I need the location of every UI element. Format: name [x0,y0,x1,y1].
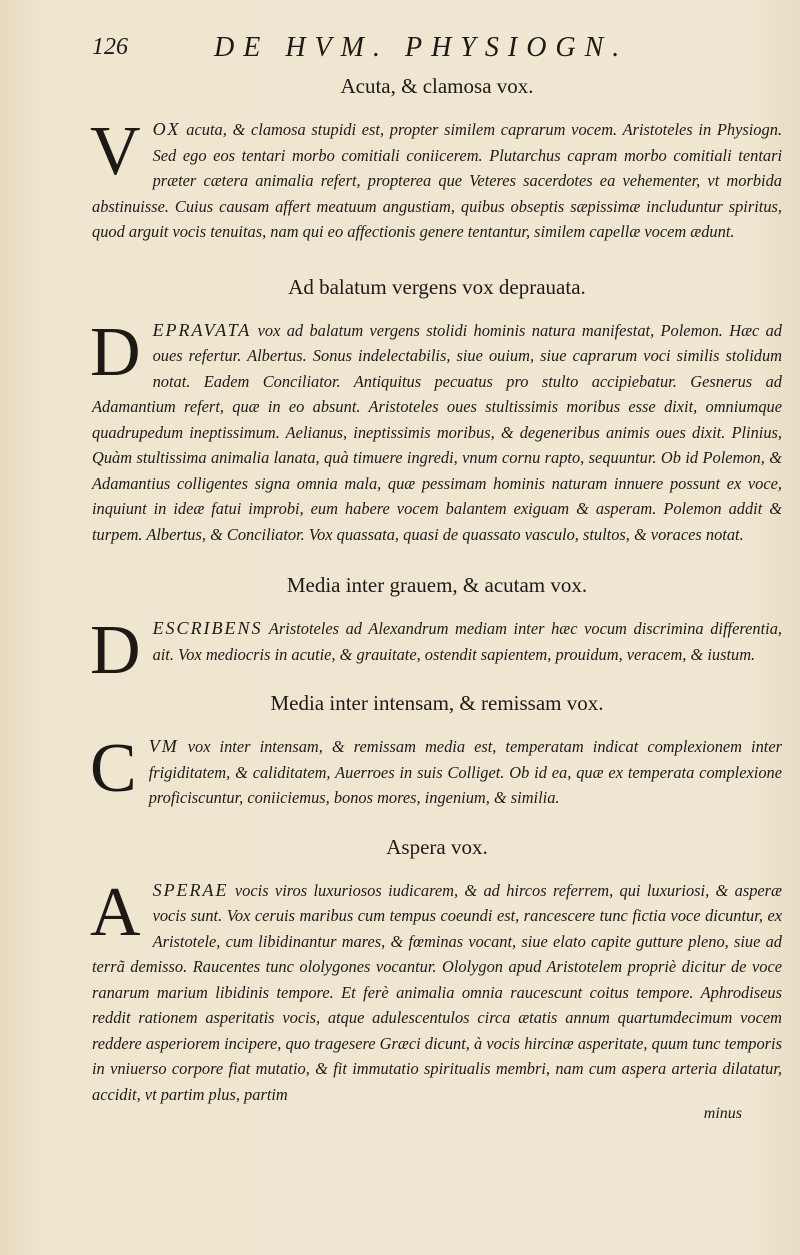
section-body [90,730,783,811]
section-heading: Media inter intensam, & remissam vox. [270,691,604,715]
section-balatum-vox [92,275,782,548]
lead-word: ESCRIBENS [152,618,263,638]
section-media-grauem-acutam [90,573,783,689]
drop-cap: V [90,113,141,190]
paragraph-text: vocis viros luxuriosos iudicarem, & ad hircos referrem, qui luxuriosi, & asperæ vocis sunt. Vox ceruis maribus cum tempus coeundi est, rancescere tunc fictia voce dicuntur, ex Aristotele, cum libidinantur mares, & fœminas vocant, siue elato capite gutture pleno, siue ad terrã demisso. Raucentes tunc ololygones vocantur. Ololygon apud Aristotelem propriè dicitur de voce ranarum marium libidinis tempore. Et ferè animalia omnia raucescunt coitus tempore. Aphrodiseus reddit rationem asperitatis vocis, atque adulescentulos circa ætatis annum quartumdecimum vocem reddere asperiorem incipere, quo tragesere Græci dicunt, à vocis hircinæ asperitate, quum tunc temporis in vniuerso corpore fiat mutatio, & fit immutatio spiritualis membri, nam cum aspera arteria dilatatur, accidit, vt partim plus, partim [92,880,782,1104]
drop-cap: A [90,873,141,951]
section-body [90,113,782,245]
section-heading: Media inter grauem, & acutam vox. [286,573,588,597]
section-aspera-vox [92,835,782,1108]
running-head [92,26,782,66]
drop-cap: C [90,730,137,807]
section-heading: Aspera vox. [386,834,488,859]
section-acuta-vox [92,74,782,245]
section-heading: Ad balatum vergens vox deprauata. [288,274,586,299]
lead-word: VM [148,736,179,756]
catchword: minus [703,1105,742,1122]
section-media-intensam-remissam [92,691,782,811]
paragraph-text: acuta, & clamosa stupidi est, propter similem caprarum vocem. Aristoteles in Physiogn. Sed ego eos tentari morbo comitiali coniicerem. Plutarchus capram morbo comitiali tentari præter cætera animalia refert, propterea que Veteres sacerdotes ea vehementer, vt morbida abstinuisse. Cuius causam affert meatuum angustiam, quibus obseptis sæpissimæ includuntur spiritus, quod arguit vocis tenuitas, nam qui eo affectionis genere tentantur, similem capellæ vocem ædunt. [92,120,782,241]
section-heading: Acuta, & clamosa vox. [340,74,534,98]
lead-word: EPRAVATA [152,319,252,340]
drop-cap: D [90,612,141,689]
paragraph-text: vox inter intensam, & remissam media est, temperatam indicat complexionem inter frigiditatem, & caliditatem, Auerroes in suis Colliget. Ob id ea, quæ ex temperata complexione proficiscuntur, coniiciemus, bonos mores, ingenium, & similia. [148,737,783,807]
section-body [90,313,782,548]
lead-word: OX [152,119,181,139]
paragraph-text: Aristoteles ad Alexandrum mediam inter hæc vocum discrimina differentia, ait. Vox mediocris in acutie, & grauitate, ostendit sapientem, prouidum, veracem, & iustum. [152,619,783,664]
section-body [90,612,783,689]
page-number: 126 [92,34,128,60]
drop-cap: D [90,313,141,391]
running-title: DE HVM. PHYSIOGN. [214,32,629,63]
lead-word: SPERAE [152,879,229,900]
paragraph-text: vox ad balatum vergens stolidi hominis natura manifestat, Polemon. Hæc ad oues refertur. Albertus. Sonus indelectabilis, siue ouium, siue caprarum voci similis stolidum notat. Eadem Conciliator. Antiquitus pecuatus pro stulto accipiebatur. Gesnerus ad Adamantium refert, quæ in eo absunt. Aristoteles oues stultissimis moribus esse dixit, omniumque quadrupedum ineptissimum. Aelianus, ineptissimis moribus, & degeneribus animis oues dixit. Plinius, Quàm stultissima animalia lanata, quà timuere ingredi, vnum cornu rapto, sequuntur. Ob id Polemon, & Adamantius colligentes signa omnia mala, quæ pessimam hominis naturam innuere possunt ex voce, inquiunt in ideæ fatui improbi, eum habere vocem balantem exiguam & asperam. Polemon addit & turpem. Albertus, & Conciliator. Vox quassata, quasi de quassato vasculo, stultos, & voraces notat. [92,320,782,544]
section-body [90,873,782,1108]
